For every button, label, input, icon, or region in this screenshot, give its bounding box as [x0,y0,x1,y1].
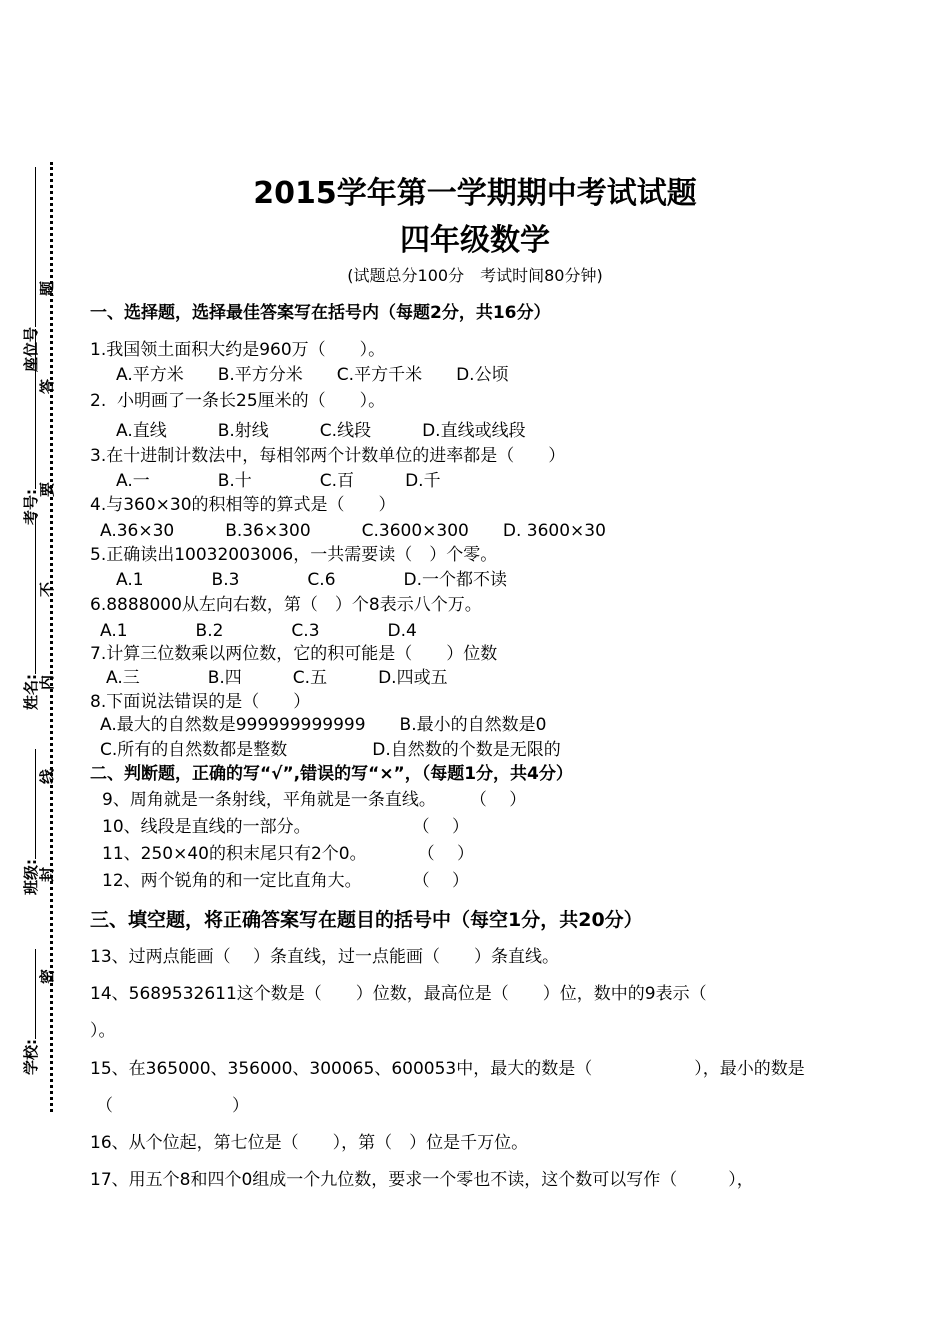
options: A.平方米 B.平方分米 C.平方千米 D.公顷 [116,365,509,385]
question: 2. 小明画了一条长25厘米的（ ）。 [90,391,386,411]
seal-char: 题 [38,280,56,296]
exam-info: (试题总分100分 考试时间80分钟) [347,266,603,285]
question: 16、从个位起，第七位是（ ），第（ ）位是千万位。 [90,1133,529,1153]
question-continued: ）。 [90,1021,116,1041]
field-class: 班级: [20,749,41,895]
options: A.一 B.十 C.百 D.千 [116,471,441,491]
options: A.1 B.3 C.6 D.一个都不读 [116,570,508,590]
question: 10、线段是直线的一部分。 （ ） [102,817,470,837]
seal-char: 封 [38,866,56,882]
options: A.最大的自然数是999999999999 B.最小的自然数是0 [100,715,547,735]
seal-char: 不 [38,581,56,597]
field-name: 姓名: [20,514,41,710]
question: 4.与360×30的积相等的算式是（ ） [90,495,396,515]
field-exam-number: 考号: [20,329,41,525]
seal-char: 线 [38,768,56,784]
seal-char: 内 [38,674,56,690]
field-school: 学校: [20,949,41,1075]
page-title: 2015学年第一学期期中考试试题 [253,176,697,211]
question: 6.8888000从左向右数，第（ ）个8表示八个万。 [90,595,482,615]
seal-char: 要 [38,481,56,497]
seal-char: 密 [38,968,56,984]
options: A.1 B.2 C.3 D.4 [100,621,417,641]
options: A.三 B.四 C.五 D.四或五 [106,668,448,688]
question-continued: （ ） [96,1096,249,1116]
question: 5.正确读出10032003006，一共需要读（ ）个零。 [90,545,498,565]
question: 7.计算三位数乘以两位数，它的积可能是（ ）位数 [90,644,498,664]
question: 17、用五个8和四个0组成一个九位数，要求一个零也不读，这个数可以写作（ ）， [90,1170,754,1190]
section-heading: 一、选择题，选择最佳答案写在括号内（每题2分，共16分） [90,303,551,323]
options: A.36×30 B.36×300 C.3600×300 D. 3600×30 [100,521,606,541]
seal-char: 答 [38,378,56,394]
options: A.直线 B.射线 C.线段 D.直线或线段 [116,421,526,441]
question: 9、周角就是一条射线，平角就是一条直线。 （ ） [102,790,527,810]
options: C.所有的自然数都是整数 D.自然数的个数是无限的 [100,740,561,760]
question: 15、在365000、356000、300065、600053中，最大的数是（ ），最小的数是 [90,1059,805,1079]
question: 13、过两点能画（ ）条直线，过一点能画（ ）条直线。 [90,947,560,967]
question: 11、250×40的积末尾只有2个0。 （ ） [102,844,474,864]
page-subtitle: 四年级数学 [400,223,550,258]
question: 1.我国领土面积大约是960万（ ）。 [90,340,386,360]
question: 3.在十进制计数法中，每相邻两个计数单位的进率都是（ ） [90,446,566,466]
section-heading: 二、判断题，正确的写“√”,错误的写“×”，（每题1分，共4分） [90,764,573,784]
question: 14、5689532611这个数是（ ）位数，最高位是（ ）位，数中的9表示（ [90,984,707,1004]
section-heading: 三、填空题，将正确答案写在题目的括号中（每空1分，共20分） [90,909,643,931]
question: 12、两个锐角的和一定比直角大。 （ ） [102,871,470,891]
question: 8.下面说法错误的是（ ） [90,692,311,712]
field-seat-number: 座位号 [20,167,41,372]
